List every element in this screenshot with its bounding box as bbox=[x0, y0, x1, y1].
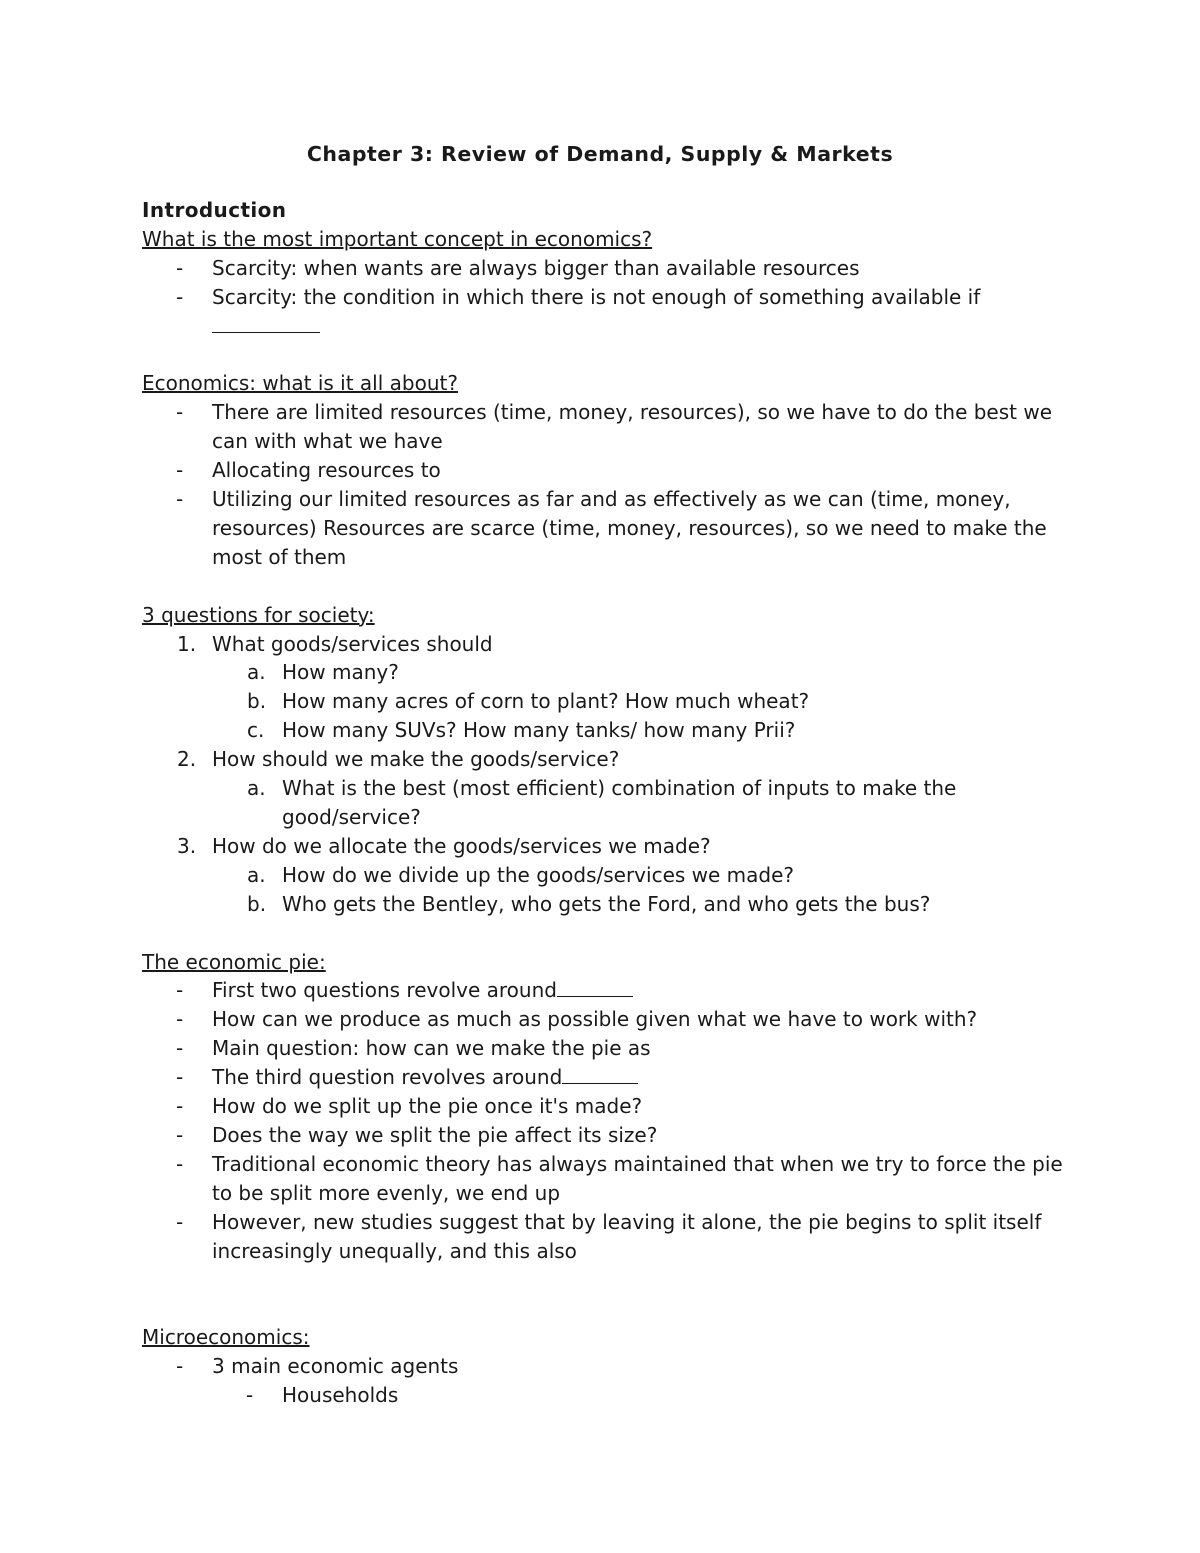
lettered-item: a. What is the best (most efficient) combination of inputs to make the good/service? bbox=[247, 776, 957, 829]
list-item: - Allocating resources to bbox=[176, 458, 441, 483]
subheading-microeconomics: Microeconomics: bbox=[142, 1325, 310, 1350]
sub-list bbox=[212, 774, 1072, 832]
pie-list bbox=[142, 976, 1072, 1265]
document-body bbox=[142, 196, 1072, 1410]
page-title: Chapter 3: Review of Demand, Supply & Markets bbox=[306, 142, 894, 166]
list-item: - The third question revolves around bbox=[142, 1063, 1072, 1092]
list-item: - However, new studies suggest that by leaving it alone, the pie begins to split itself increasingly unequally, and this also bbox=[176, 1209, 1042, 1263]
list-item: - There are limited resources (time, money, resources), so we have to do the best we can with what we have bbox=[176, 400, 1053, 454]
subheading-important-concept: What is the most important concept in economics? bbox=[142, 226, 653, 251]
subheading-economics: Economics: what is it all about? bbox=[142, 371, 458, 396]
fill-in-blank bbox=[557, 976, 633, 997]
numbered-item: 3. How do we allocate the goods/services we made? a. How do we divide up the goods/services we made? b. Who gets the Bentley, who gets the Ford, and who gets the bus? bbox=[142, 832, 1072, 919]
subheading-society-questions: 3 questions for society: bbox=[142, 602, 375, 627]
lettered-item: a. How many? bbox=[247, 660, 399, 685]
lettered-item: a. How do we divide up the goods/services we made? bbox=[247, 862, 795, 887]
intro-list bbox=[142, 254, 1072, 341]
sub-list bbox=[212, 861, 1072, 919]
list-item: - Households bbox=[246, 1383, 399, 1408]
list-item: - Utilizing our limited resources as far and as effectively as we can (time, money, resources) Resources are scarce (time, money, resources), so we need to make the most of them bbox=[176, 487, 1047, 569]
micro-list bbox=[142, 1352, 1072, 1410]
sub-list bbox=[212, 658, 1072, 745]
lettered-item: b. How many acres of corn to plant? How much wheat? bbox=[247, 689, 810, 714]
society-questions-list bbox=[142, 630, 1072, 919]
list-item: - Scarcity: when wants are always bigger than available resources bbox=[176, 255, 860, 280]
fill-in-blank bbox=[562, 1063, 638, 1084]
numbered-item: 1. What goods/services should a. How many? b. How many acres of corn to plant? How much wheat? c. How many SUVs? How many tanks/ how many Prii? bbox=[142, 630, 1072, 746]
lettered-item: c. How many SUVs? How many tanks/ how many Prii? bbox=[247, 718, 796, 743]
section-heading-introduction: Introduction bbox=[142, 198, 287, 222]
list-item: - 3 main economic agents - Households bbox=[142, 1352, 1072, 1410]
sub-list bbox=[212, 1381, 1072, 1410]
economics-list bbox=[142, 398, 1072, 571]
list-item: - First two questions revolve around bbox=[142, 976, 1072, 1005]
list-item: - Scarcity: the condition in which there is not enough of something available if bbox=[142, 283, 1072, 341]
list-item: - Traditional economic theory has always maintained that when we try to force the pie to be split more evenly, we end up bbox=[176, 1151, 1063, 1205]
fill-in-blank bbox=[212, 312, 320, 333]
subheading-economic-pie: The economic pie: bbox=[142, 949, 326, 974]
lettered-item: b. Who gets the Bentley, who gets the Ford, and who gets the bus? bbox=[247, 891, 931, 916]
list-item: - How can we produce as much as possible given what we have to work with? bbox=[176, 1007, 978, 1032]
numbered-item: 2. How should we make the goods/service? a. What is the best (most efficient) combination of inputs to make the good/service? bbox=[142, 745, 1072, 832]
list-item: - How do we split up the pie once it's made? bbox=[176, 1094, 643, 1119]
list-item: - Does the way we split the pie affect its size? bbox=[176, 1122, 658, 1147]
list-item: - Main question: how can we make the pie as bbox=[176, 1036, 651, 1061]
